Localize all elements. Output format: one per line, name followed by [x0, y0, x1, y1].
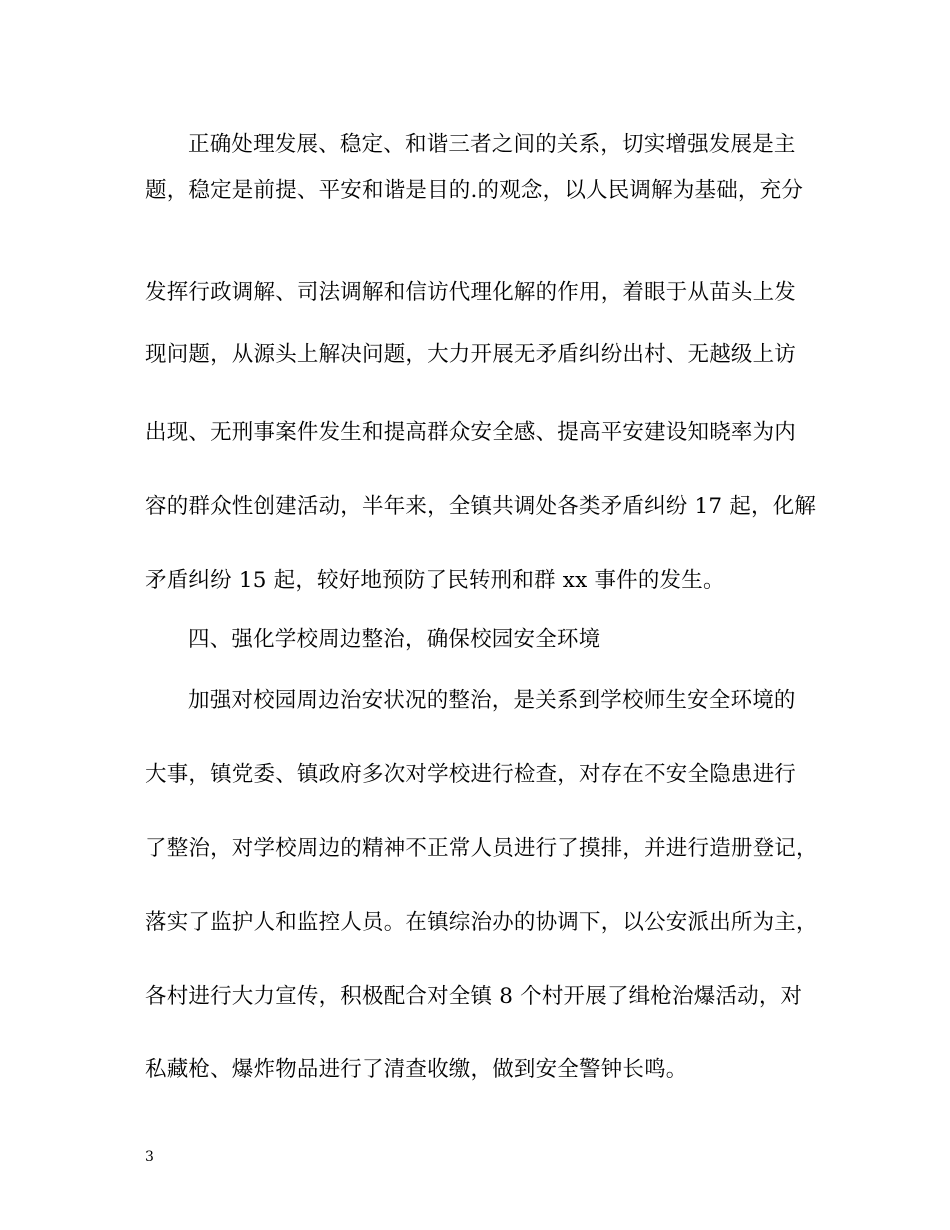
paragraph-2-line-1: 加强对校园周边治安状况的整治，是关系到学校师生安全环境的: [188, 688, 796, 713]
paragraph-1-line-3: 发挥行政调解、司法调解和信访代理化解的作用，着眼于从苗头上发: [145, 280, 797, 305]
paragraph-2-line-5: 各村进行大力宣传，积极配合对全镇 8 个村开展了缉枪治爆活动，对: [145, 984, 803, 1009]
paragraph-2-line-2: 大事，镇党委、镇政府多次对学校进行检查，对存在不安全隐患进行: [145, 762, 797, 787]
paragraph-2-line-3: 了整治，对学校周边的精神不正常人员进行了摸排，并进行造册登记，: [145, 836, 818, 861]
paragraph-1-line-7: 矛盾纠纷 15 起，较好地预防了民转刑和群 xx 事件的发生。: [145, 568, 725, 593]
paragraph-1-line-6: 容的群众性创建活动，半年来，全镇共调处各类矛盾纠纷 17 起，化解: [145, 494, 817, 519]
paragraph-2-line-6: 私藏枪、爆炸物品进行了清查收缴，做到安全警钟长鸣。: [145, 1057, 688, 1082]
paragraph-2-line-4: 落实了监护人和监控人员。在镇综治办的协调下，以公安派出所为主，: [145, 910, 818, 935]
paragraph-1-line-5: 出现、无刑事案件发生和提高群众安全感、提高平安建设知晓率为内: [145, 420, 797, 445]
page-number: 3: [145, 1149, 154, 1165]
paragraph-1-line-4: 现问题，从源头上解决问题，大力开展无矛盾纠纷出村、无越级上访: [145, 342, 797, 367]
paragraph-1-line-2: 题，稳定是前提、平安和谐是目的.的观念，以人民调解为基础，充分: [145, 178, 804, 203]
section-heading-4: 四、强化学校周边整治，确保校园安全环境: [188, 627, 601, 652]
paragraph-1-line-1: 正确处理发展、稳定、和谐三者之间的关系，切实增强发展是主: [188, 132, 796, 157]
